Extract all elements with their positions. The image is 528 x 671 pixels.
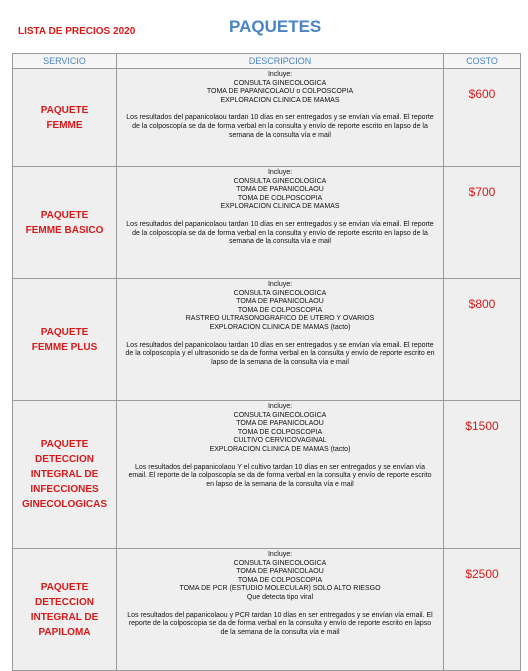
included-item: CONSULTA GINECOLOGICA [233,79,327,87]
included-item: CONSULTA GINECOLOGICA [233,411,327,419]
included-item: CONSULTA GINECOLOGICA [233,289,327,297]
service-name-line: PAQUETE [40,581,89,593]
included-item: TOMA DE PCR (ESTUDIO MOLECULAR) SOLO ALTO RIESGO [179,585,381,593]
included-items [121,281,439,333]
results-note: Los resultados del papanicolaou tardan 10 días en ser entregados y se envían vía email. El reporte de la colposcopía se da de forma verbal en la consulta y envío de reporte escrito en lapso de la semana de la consulta vía e mail [126,220,434,246]
included-item: TOMA DE COLPOSCOPIA [237,428,323,436]
service-name-line: PAQUETE [40,439,89,450]
service-cost [444,167,521,279]
price-table [12,53,521,671]
column-header-descripcion: DESCRIPCION [117,54,444,69]
service-name [13,279,117,401]
included-item: TOMA DE PAPANICOLAOU [236,186,324,194]
included-item: TOMA DE PAPANICOLAOU [236,568,324,576]
service-name [13,549,117,671]
service-name-line: INTEGRAL DE [30,611,99,623]
service-name-line: DETECCION [35,454,94,465]
service-cost [444,69,521,167]
price-value: $600 [468,87,496,101]
column-header-costo: COSTO [444,54,521,69]
included-item: RASTREO ULTRASONOGRAFICO DE UTERO Y OVARIOS [185,315,375,323]
service-cost [444,401,521,549]
included-items [121,403,439,455]
included-item: TOMA DE COLPOSCOPIA [237,576,323,584]
price-value: $800 [468,297,496,311]
service-description [117,69,444,167]
included-item: CONSULTA GINECOLOGICA [233,559,327,567]
includes-label: Incluye: [267,281,293,288]
included-item: TOMA DE COLPOSCOPIA [237,306,323,314]
included-items [121,169,439,212]
includes-label: Incluye: [267,403,293,410]
column-header-servicio: SERVICIO [13,54,117,69]
included-items [121,71,439,105]
included-item: TOMA DE PAPANICOLAOU o COLPOSCOPIA [206,88,354,96]
included-items [121,551,439,603]
results-note: Los resultados del papanicolaou tardan 10 días en ser entregados y se envían vía email. El reporte de la colposcopía y el ultrasonido se da de forma verbal en la consulta y envío de reporte escrito en lapso de la semana de la consulta vía e mail [125,341,435,366]
results-note: Los resultados del papanicolaou Y el cultivo tardan 10 días en ser entregados y se envían vía email. El reporte de la colposcopía se da de forma verbal en la consulta y envío de reporte escrito en lapso de la semana de la consulta vía e mail [128,463,432,488]
service-name-line: FEMME PLUS [31,341,98,353]
included-item: CULTIVO CERVICOVAGINAL [233,437,327,445]
results-note: Los resultados del papanicolaou tardan 10 días en ser entregados y se envían vía email. El reporte de la colposcopía se da de forma verbal en la consulta y envío de reporte escrito en lapso de la semana de la consulta vía e mail [126,114,434,139]
price-list-title: LISTA DE PRECIOS 2020 [18,26,136,37]
included-item: EXPLORACION CLINICA DE MAMAS (tacto) [209,445,351,453]
table-row [13,69,521,167]
service-cost [444,549,521,671]
table-row [13,549,521,671]
service-name [13,401,117,549]
included-item: EXPLORACION CLINICA DE MAMAS [220,203,340,211]
page-title: PAQUETES [229,17,322,36]
table-row [13,167,521,279]
table-row [13,401,521,549]
includes-label: Incluye: [267,71,293,78]
service-name-line: PAQUETE [40,326,89,338]
service-cost [444,279,521,401]
service-name-line: INFECCIONES [30,484,99,495]
service-name-line: GINECOLOGICAS [21,499,107,510]
table-header-row [13,54,521,69]
included-item: EXPLORACION CLINICA DE MAMAS [220,96,340,104]
results-note: Los resultados del papanicolaou y PCR tardan 10 días en ser entregados y se envían vía email. El reporte de la colposcopia se da de forma verbal en la consulta y envío de reporte escrito en lapso de la semana de la consulta vía e mail [127,611,433,636]
service-description [117,167,444,279]
header [0,0,528,52]
price-value: $700 [468,185,496,199]
service-name-line: PAPILOMA [38,626,91,638]
included-item: EXPLORACION CLINICA DE MAMAS (tacto) [209,323,351,331]
includes-label: Incluye: [267,551,293,558]
service-name-line: FEMME [46,119,83,131]
service-description [117,549,444,671]
service-name [13,69,117,167]
included-item: TOMA DE COLPOSCOPIA [237,194,323,202]
service-description [117,401,444,549]
table-row [13,279,521,401]
service-name-line: DETECCION [35,596,94,608]
service-description [117,279,444,401]
price-value: $1500 [465,419,499,433]
service-name-line: INTEGRAL DE [30,469,99,480]
included-item: CONSULTA GINECOLOGICA [233,177,327,185]
includes-label: Incluye: [267,169,293,176]
price-value: $2500 [465,567,499,581]
service-name-line: FEMME BASICO [25,224,104,236]
included-item: TOMA DE PAPANICOLAOU [236,298,324,306]
service-name-line: PAQUETE [40,104,89,116]
included-item: Que detecta tipo viral [246,593,314,601]
service-name-line: PAQUETE [40,209,89,221]
included-item: TOMA DE PAPANICOLAOU [236,420,324,428]
service-name [13,167,117,279]
